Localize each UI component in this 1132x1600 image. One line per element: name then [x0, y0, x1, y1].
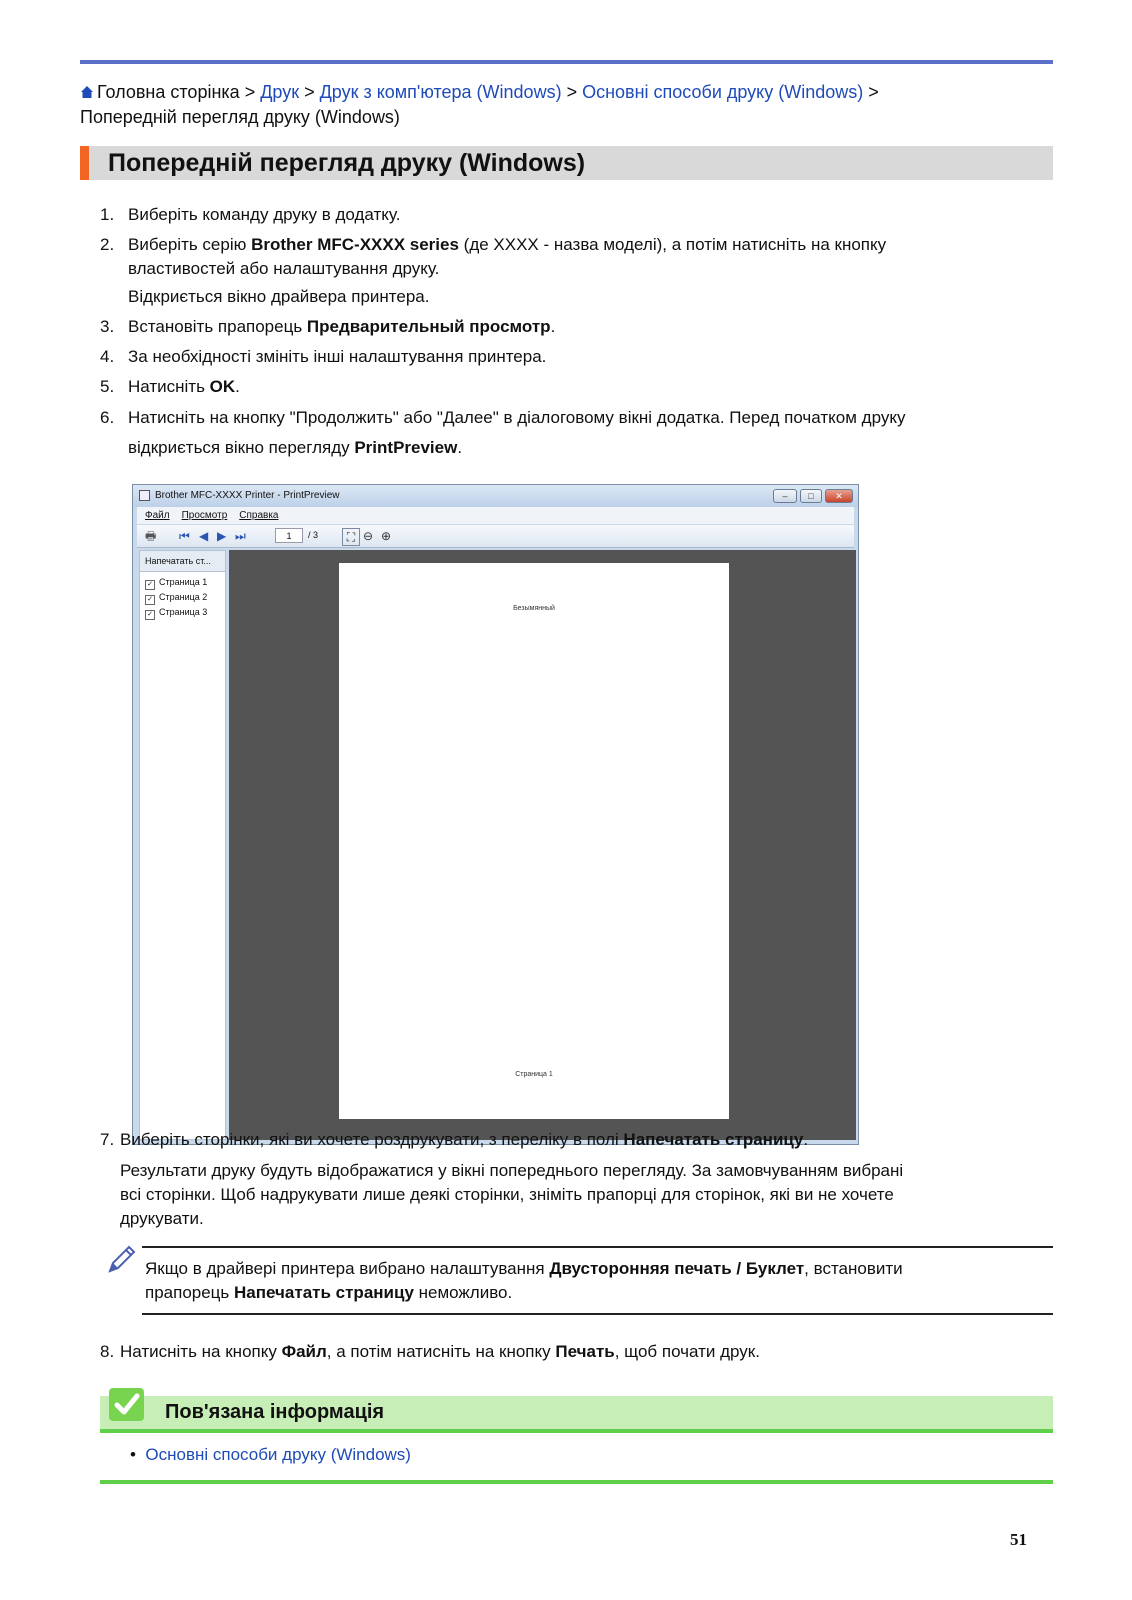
window-title: Brother MFC-XXXX Printer - PrintPreview: [155, 490, 340, 501]
breadcrumb-link-print[interactable]: Друк: [260, 82, 300, 102]
step-text: Виберіть сторінки, які ви хочете роздрукувати, з переліку в полі: [120, 1130, 624, 1149]
note-text: прапорець: [145, 1283, 235, 1302]
step-text: .: [550, 317, 556, 336]
step-number: 7.: [100, 1130, 115, 1149]
prev-page-icon[interactable]: ◀: [199, 529, 209, 543]
breadcrumb-sep: >: [239, 82, 261, 102]
pencil-icon: [104, 1243, 138, 1277]
home-icon: [80, 85, 94, 99]
menu-file[interactable]: Файл: [145, 510, 170, 521]
maximize-icon[interactable]: □: [800, 489, 822, 503]
note-text: неможливо.: [413, 1283, 513, 1302]
menu-help[interactable]: Справка: [239, 510, 279, 521]
printer-icon[interactable]: 🖶: [145, 529, 157, 543]
breadcrumb-link-basic-printing[interactable]: Основні способи друку (Windows): [582, 82, 864, 102]
step-text: Встановіть прапорець: [128, 317, 307, 336]
menu-bar: [137, 507, 854, 524]
step-bold: Предварительный просмотр: [306, 317, 551, 336]
step-text: властивостей або налаштування друку.: [128, 259, 440, 278]
fit-page-icon[interactable]: ⛶: [342, 528, 360, 546]
breadcrumb-current: Попередній перегляд друку (Windows): [80, 107, 400, 127]
step-number: 8.: [100, 1342, 115, 1361]
page-item-1[interactable]: [140, 575, 225, 590]
related-info-bottom-rule: [100, 1480, 1053, 1484]
top-rule: [80, 60, 1053, 64]
breadcrumb: [80, 80, 1060, 130]
page-item-3[interactable]: [140, 605, 225, 620]
step-text: (де XXXX - назва моделі), а потім натисніть на кнопку: [458, 235, 887, 254]
step-text: Натисніть: [128, 377, 210, 396]
step-text: відкриється вікно перегляду: [128, 438, 355, 457]
step-text: .: [803, 1130, 809, 1149]
toolbar: [137, 525, 854, 548]
step-text: .: [457, 438, 463, 457]
page-title-bar: [80, 146, 1053, 180]
step-bold: Печать: [555, 1342, 615, 1361]
checkbox-icon[interactable]: ✓: [145, 595, 155, 605]
next-page-icon[interactable]: ▶: [217, 529, 227, 543]
preview-doc-footer: Страница 1: [515, 1071, 553, 1078]
step-number: 1.: [100, 205, 115, 224]
close-icon[interactable]: ✕: [825, 489, 853, 503]
checkbox-icon[interactable]: ✓: [145, 580, 155, 590]
step-number: 2.: [100, 235, 115, 254]
page-number-input[interactable]: 1: [275, 528, 303, 543]
step-bold: Напечатать страницу: [623, 1130, 804, 1149]
related-info-title: Пов'язана інформація: [165, 1401, 385, 1423]
breadcrumb-sep: >: [561, 82, 583, 102]
app-icon: [139, 490, 150, 501]
window-titlebar: [133, 485, 858, 507]
breadcrumb-sep: >: [299, 82, 320, 102]
step-bold: Файл: [281, 1342, 327, 1361]
title-accent: [80, 146, 89, 180]
panel-header: Напечатать ст...: [140, 551, 225, 572]
preview-doc-title: Безымянный: [513, 605, 555, 612]
page-label: Страница 1: [159, 577, 208, 587]
note-bottom-rule: [142, 1313, 1053, 1315]
step-text: Натисніть на кнопку: [120, 1342, 282, 1361]
step-text: Виберіть команду друку в додатку.: [128, 205, 401, 224]
pages-panel: [139, 550, 226, 1140]
step-number: 4.: [100, 347, 115, 366]
note-text: , встановити: [804, 1259, 903, 1278]
breadcrumb-home[interactable]: Головна сторінка: [97, 82, 240, 102]
note-bold: Напечатать страницу: [234, 1283, 414, 1302]
step-bold: PrintPreview: [354, 438, 458, 457]
step-text: За необхідності змініть інші налаштування принтера.: [128, 347, 547, 366]
note-top-rule: [142, 1246, 1053, 1248]
checkbox-icon[interactable]: ✓: [145, 610, 155, 620]
printpreview-window: [132, 484, 859, 1145]
related-link-basic-printing[interactable]: Основні способи друку (Windows): [145, 1445, 411, 1464]
page-total: / 3: [308, 530, 319, 540]
first-page-icon[interactable]: ⏮: [179, 529, 190, 543]
page-label: Страница 3: [159, 607, 208, 617]
note: [145, 1257, 1045, 1305]
zoom-out-icon[interactable]: ⊖: [363, 529, 374, 543]
breadcrumb-link-print-from-computer[interactable]: Друк з комп'ютера (Windows): [319, 82, 562, 102]
note-bold: Двусторонняя печать / Буклет: [549, 1259, 805, 1278]
step-text: всі сторінки. Щоб надрукувати лише деякі сторінки, зніміть прапорці для сторінок, які ви не хочете: [120, 1185, 894, 1204]
minimize-icon[interactable]: –: [773, 489, 797, 503]
bullet: •: [130, 1445, 136, 1464]
last-page-icon[interactable]: ⏭: [235, 529, 246, 543]
page-label: Страница 2: [159, 592, 208, 602]
step-text: Виберіть серію: [128, 235, 252, 254]
step-text: , щоб почати друк.: [614, 1342, 760, 1361]
page-title: Попередній перегляд друку (Windows): [108, 149, 586, 177]
preview-page: [339, 563, 729, 1119]
step-bold: Brother MFC-XXXX series: [251, 235, 459, 254]
note-text: Якщо в драйвері принтера вибрано налаштування: [145, 1259, 550, 1278]
zoom-in-icon[interactable]: ⊕: [381, 529, 392, 543]
related-info-underline: [100, 1429, 1053, 1433]
step-number: 3.: [100, 317, 115, 336]
step-text: Натисніть на кнопку "Продолжить" або "Далее" в діалоговому вікні додатка. Перед початком друку: [128, 408, 906, 427]
step-bold: OK: [209, 377, 236, 396]
checkmark-icon: [109, 1388, 144, 1421]
related-link-item: [130, 1443, 411, 1467]
preview-area: [229, 550, 856, 1140]
page-item-2[interactable]: [140, 590, 225, 605]
step-text: .: [235, 377, 240, 396]
step-text: , а потім натисніть на кнопку: [326, 1342, 556, 1361]
step-text: Відкриється вікно драйвера принтера.: [128, 287, 430, 306]
step-text: Результати друку будуть відображатися у вікні попереднього перегляду. За замовчуванням вибрані: [120, 1161, 904, 1180]
breadcrumb-sep: >: [863, 82, 879, 102]
menu-view[interactable]: Просмотр: [181, 510, 228, 521]
page-number: 51: [1010, 1530, 1027, 1549]
step-number: 6.: [100, 408, 115, 427]
step-number: 5.: [100, 377, 115, 396]
step-text: друкувати.: [120, 1209, 204, 1228]
